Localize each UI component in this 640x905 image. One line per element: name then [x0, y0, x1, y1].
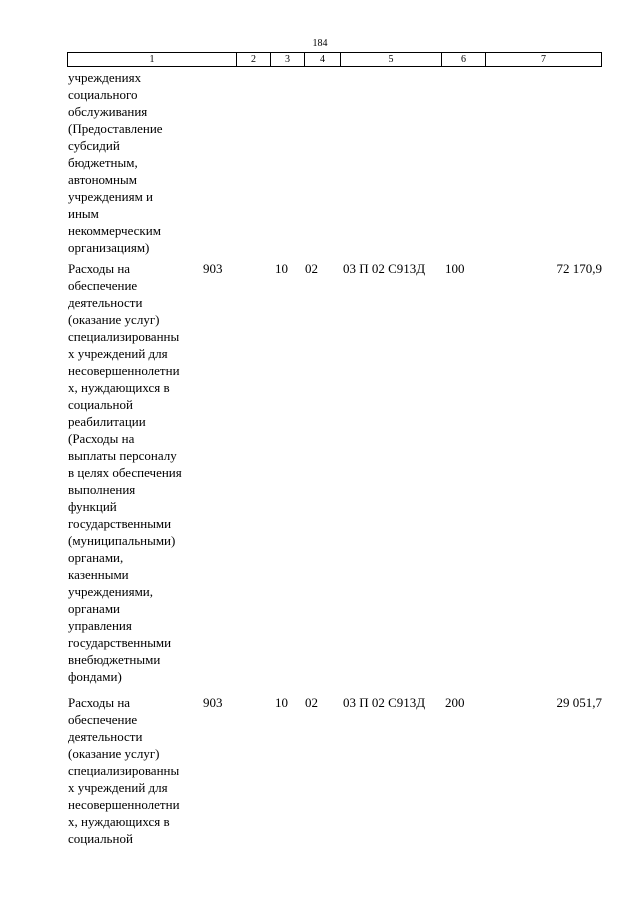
- page-number: 184: [312, 38, 328, 49]
- target-article-code: 03 П 02 С913Д: [343, 261, 426, 276]
- subsection-code: 02: [305, 695, 318, 710]
- column-header-4: 4: [305, 53, 341, 66]
- section-code: 10: [275, 261, 288, 276]
- row-name: Расходы на обеспечение деятельности (оказание услуг) специализированны х учреждений для несовершеннолетни х, нуждающихся в социальной реабилитации (Расходы на выплаты персоналу в целях обеспечения выполнения функций государственными (муниципальными) органами, казенными учреждениями, органами управления государственными внебюджетными фондами): [68, 261, 182, 684]
- subsection-code: 02: [305, 261, 318, 276]
- row-name: Расходы на обеспечение деятельности (оказание услуг) специализированны х учреждений для несовершеннолетни х, нуждающихся в социальной: [68, 695, 180, 846]
- column-header-2: 2: [237, 53, 271, 66]
- column-header-1: 1: [68, 53, 237, 66]
- column-number-header: [67, 52, 602, 67]
- section-code: 10: [275, 695, 288, 710]
- amount: 29 051,7: [556, 695, 602, 710]
- expense-type-code: 200: [445, 695, 465, 710]
- ministry-code: 903: [203, 695, 223, 710]
- column-header-7: 7: [541, 54, 546, 65]
- ministry-code: 903: [203, 261, 223, 276]
- amount: 72 170,9: [556, 261, 602, 276]
- continuation-text: учреждениях социального обслуживания (Предоставление субсидий бюджетным, автономным учреждениям и иным некоммерческим организациям): [68, 70, 163, 255]
- column-header-6: 6: [442, 53, 486, 66]
- column-header-3: 3: [271, 53, 305, 66]
- expense-type-code: 100: [445, 261, 465, 276]
- column-header-5: 5: [341, 53, 442, 66]
- target-article-code: 03 П 02 С913Д: [343, 695, 426, 710]
